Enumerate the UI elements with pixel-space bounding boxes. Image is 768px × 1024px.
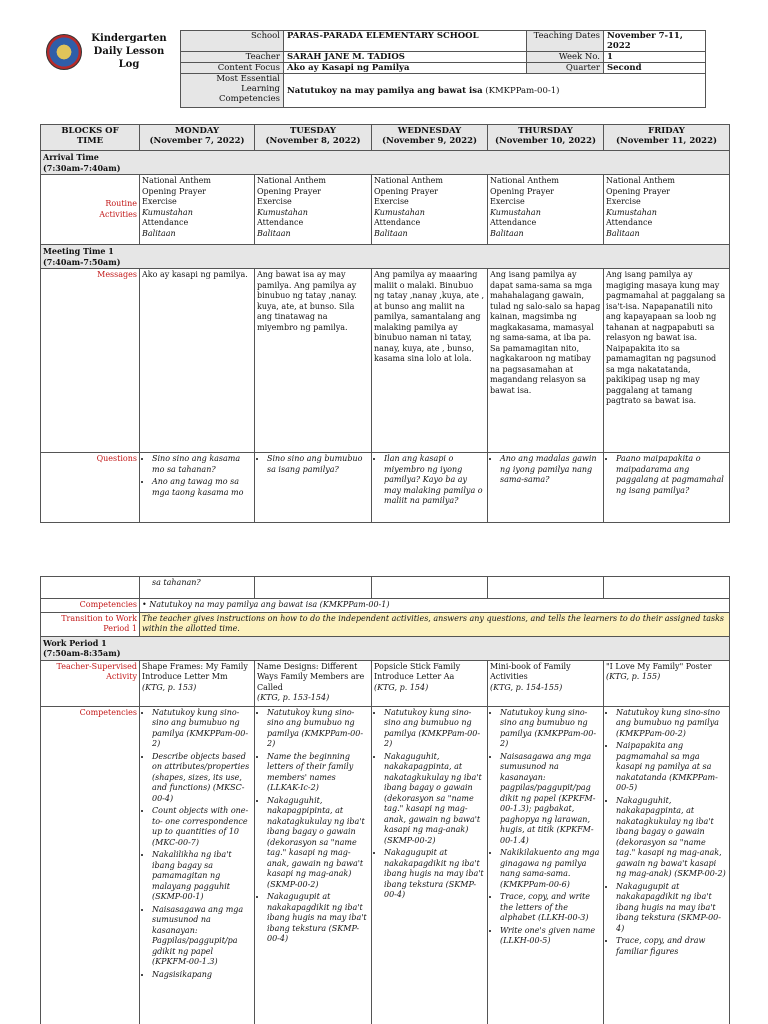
competency-cell-monday <box>140 706 255 1024</box>
list-item: • Natutukoy kung sino-sino ang bumubuo ng pamilya (KMKPPam-00-2) <box>267 708 369 750</box>
list-item: • Sino sino ang kasama mo sa tahanan? <box>152 454 252 475</box>
list-item: • Ilan ang kasapi o miyembro ng iyong pamilya? Kayo ba ay may malaking pamilya o maliit na pamilya? <box>384 454 485 507</box>
activity-cell-tuesday: Name Designs: Different Ways Family Members are Called (KTG, p. 153-154) <box>255 660 372 706</box>
message-cell-friday: Ang isang pamilya ay magiging masaya kung may pagmamahal at paggalang sa isa't-isa. Napapanatili nito ang kapayapaan sa loob ng tahanan at nagpapabuti sa relasyon ng bawat isa. Naipapakita ito sa pamamagitan ng pagsunod sa mga nakatatanda, pakikipag usap ng may paggalang at tamang pagtrato sa bawat isa. <box>604 269 730 453</box>
mec-value: Natutukoy na may pamilya ang bawat isa (KMKPPam-00-1) <box>284 74 706 108</box>
quarter-value: Second <box>604 63 706 74</box>
week-no-label: Week No. <box>527 52 604 63</box>
document-title: Kindergarten Daily Lesson Log <box>91 33 167 70</box>
list-item: • Naisasagawa ang mga sumusunod na kasanayan: Pagpilas/paggupit/pa gdikit ng papel (KPKFM-00-1.3) <box>152 905 252 968</box>
week-no-value: 1 <box>604 52 706 63</box>
list-item: • Natutukoy kung sino-sino ang bumubuo ng pamilya (KMKPPam-00-2) <box>500 708 601 750</box>
competency-cell-wednesday <box>372 706 488 1024</box>
arrival-time-section: Arrival Time (7:30am-7:40am) <box>41 151 730 175</box>
list-item: • Ano ang tawag mo sa mga taong kasama mo <box>152 477 252 498</box>
teaching-dates-label: Teaching Dates <box>527 31 604 52</box>
list-item: • Nakalilikha ng iba't ibang bagay sa pamamagitan ng malayang pagguhit (SKMP-00-1) <box>152 850 252 903</box>
list-item: • Trace, copy, and write the letters of the alphabet (LLKH-00-3) <box>500 892 601 924</box>
list-item: • Nakagugupit at nakakapagdikit ng iba't ibang hugis na may iba't ibang tekstura (SKMP-00-4) <box>267 892 369 945</box>
transition-text: The teacher gives instructions on how to do the independent activities, answers any questions, and tells the learners to do their assigned tasks within the allotted time. <box>140 612 730 636</box>
list-item: • Natutukoy kung sino-sino ang bumubuo ng pamilya (KMKPPam-00-2) <box>384 708 485 750</box>
list-item: • Ano ang madalas gawin ng iyong pamilya nang sama-sama? <box>500 454 601 486</box>
transition-label: Transition to Work Period 1 <box>41 612 140 636</box>
routine-cell-friday: National Anthem Opening Prayer Exercise Kumustahan Attendance Balitaan <box>604 175 730 245</box>
meeting-time-section: Meeting Time 1 (7:40am-7:50am) <box>41 245 730 269</box>
activity-cell-monday: Shape Frames: My Family Introduce Letter Mm (KTG, p. 153) <box>140 660 255 706</box>
content-focus-label: Content Focus <box>181 63 284 74</box>
lesson-table-page-2 <box>40 576 730 1024</box>
question-cell-friday <box>604 453 730 523</box>
teacher-value: SARAH JANE M. TADIOS <box>284 52 527 63</box>
message-cell-wednesday: Ang pamilya ay maaaring maliit o malaki. Binubuo ng tatay ,nanay ,kuya, ate , at bunso ang maliit na pamilya, samantalang ang malaking pamilya ay binubuo naman ni tatay, nanay, kuya, ate , bunso, kasama sina lolo at lola. <box>372 269 488 453</box>
list-item: • Sino sino ang bumubuo sa isang pamilya? <box>267 454 369 475</box>
competencies-label: Competencies <box>41 599 140 613</box>
question-cell-monday-continued: sa tahanan? <box>140 577 255 599</box>
teaching-dates-value: November 7-11, 2022 <box>604 31 706 52</box>
page-2 <box>0 575 768 1024</box>
list-item: • Describe objects based on attributes/properties (shapes, sizes, its use, and functions) (MKSC-00-4) <box>152 752 252 805</box>
routine-cell-monday: National Anthem Opening Prayer Exercise Kumustahan Attendance Balitaan <box>140 175 255 245</box>
question-cell-tuesday <box>255 453 372 523</box>
competency-cell-tuesday <box>255 706 372 1024</box>
work-period-section: Work Period 1 (7:50am-8:35am) <box>41 636 730 660</box>
quarter-label: Quarter <box>527 63 604 74</box>
header <box>40 30 728 102</box>
list-item: • Nakagugupit at nakakapagdikit ng iba't ibang hugis na may iba't ibang tekstura (SKMP-00-4) <box>384 848 485 901</box>
school-label: School <box>181 31 284 52</box>
header-info-table <box>180 30 706 108</box>
messages-label: Messages <box>41 269 140 453</box>
question-cell-monday <box>140 453 255 523</box>
mec-label: Most Essential Learning Competencies <box>181 74 284 108</box>
deped-seal-icon <box>46 34 82 70</box>
list-item: • Name the beginning letters of their family members' names (LLKAK-Ic-2) <box>267 752 369 794</box>
list-item: • Naipapakita ang pagmamahal sa mga kasapi ng pamilya at sa nakatatanda (KMKPPam-00-5) <box>616 741 727 794</box>
routine-cell-thursday: National Anthem Opening Prayer Exercise Kumustahan Attendance Balitaan <box>488 175 604 245</box>
message-cell-monday: Ako ay kasapi ng pamilya. <box>140 269 255 453</box>
teacher-supervised-label: Teacher-Supervised Activity <box>41 660 140 706</box>
day-header-tuesday: TUESDAY (November 8, 2022) <box>255 125 372 151</box>
day-header-wednesday: WEDNESDAY (November 9, 2022) <box>372 125 488 151</box>
competency-cell-thursday <box>488 706 604 1024</box>
work-competencies-label: Competencies <box>41 706 140 1024</box>
list-item: • Nagsisikapang <box>152 970 252 981</box>
day-header-friday: FRIDAY (November 11, 2022) <box>604 125 730 151</box>
questions-label: Questions <box>41 453 140 523</box>
activity-cell-thursday: Mini-book of Family Activities (KTG, p. 154-155) <box>488 660 604 706</box>
routine-cell-tuesday: National Anthem Opening Prayer Exercise Kumustahan Attendance Balitaan <box>255 175 372 245</box>
blocks-of-time-header: BLOCKS OF TIME <box>41 125 140 151</box>
list-item: • Nakikilakuento ang mga ginagawa ng pamilya nang sama-sama. (KMKPPam-00-6) <box>500 848 601 890</box>
competency-cell-friday <box>604 706 730 1024</box>
teacher-label: Teacher <box>181 52 284 63</box>
list-item: • Count objects with one-to- one correspondence up to quantities of 10 (MKC-00-7) <box>152 806 252 848</box>
day-header-monday: MONDAY (November 7, 2022) <box>140 125 255 151</box>
message-cell-tuesday: Ang bawat isa ay may pamilya. Ang pamilya ay binubuo ng tatay ,nanay. kuya, ate, at bunso. Sila ang tinatawag na miyembro ng pamilya. <box>255 269 372 453</box>
list-item: • Natutukoy kung sino-sino ang bumubuo ng pamilya (KMKPPam-00-2) <box>616 708 727 740</box>
lesson-table-page-1 <box>40 124 730 523</box>
question-cell-thursday <box>488 453 604 523</box>
school-value: PARAS-PARADA ELEMENTARY SCHOOL <box>284 31 527 52</box>
list-item: • Paano maipapakita o maipadarama ang paggalang at pagmamahal ng isang pamilya? <box>616 454 727 496</box>
list-item: • Nakaguguhit, nakakapagpinta, at nakatagkukulay ng iba't ibang bagay o gawain (dekorasyon sa "name tag." kasapi ng mag-anak, gawain ng bawa't kasapi ng mag-anak) (SKMP-00-2) <box>384 752 485 847</box>
routine-activities-label: Routine Activities <box>41 175 140 245</box>
message-cell-thursday: Ang isang pamilya ay dapat sama-sama sa mga mahahalagang gawain, tulad ng salo-salo sa hapag kainan, magsimba ng magkakasama, mamasyal ng sama-sama, at iba pa. Sa pamamagitan nito, nagkakaroon ng matibay na pagsasamahan at magandang relasyon sa bawat isa. <box>488 269 604 453</box>
page-gap <box>0 545 768 575</box>
list-item: • Nakagugupit at nakakapagdikit ng iba't ibang hugis na may iba't ibang tekstura (SKMP-00-4) <box>616 882 727 935</box>
list-item: • Nakaguguhit, nakapagpipinta, at nakatagkukulay ng iba't ibang bagay o gawain (dekorasyon sa "name tag." kasapi ng mag-anak, gawain ng bawa't kasapi ng mag-anak) (SKMP-00-2) <box>267 796 369 891</box>
list-item: • Trace, copy, and draw familiar figures <box>616 936 727 957</box>
activity-cell-wednesday: Popsicle Stick Family Introduce Letter Aa (KTG, p. 154) <box>372 660 488 706</box>
list-item: • Write one's given name (LLKH-00-5) <box>500 926 601 947</box>
activity-cell-friday: "I Love My Family" Poster (KTG, p. 155) <box>604 660 730 706</box>
day-header-thursday: THURSDAY (November 10, 2022) <box>488 125 604 151</box>
content-focus-value: Ako ay Kasapi ng Pamilya <box>284 63 527 74</box>
list-item: • Natutukoy kung sino-sino ang bumubuo ng pamilya (KMKPPam-00-2) <box>152 708 252 750</box>
list-item: • Nakaguguhit, nakakapagpinta, at nakatagkukulay ng iba't ibang bagay o gawain (dekorasyon sa "name tag." kasapi ng mag-anak, gawain ng bawa't kasapi ng mag-anak) (SKMP-00-2) <box>616 796 727 880</box>
competencies-value: • Natutukoy na may pamilya ang bawat isa (KMKPPam-00-1) <box>140 599 730 613</box>
list-item: • Naisasagawa ang mga sumusunod na kasanayan: pagpilas/paggupit/pag dikit ng papel (KPKFM-00-1.3); pagbakat, paghopya ng larawan, hugis, at titik (KPKFM-00-1.4) <box>500 752 601 847</box>
question-cell-wednesday <box>372 453 488 523</box>
routine-cell-wednesday: National Anthem Opening Prayer Exercise Kumustahan Attendance Balitaan <box>372 175 488 245</box>
